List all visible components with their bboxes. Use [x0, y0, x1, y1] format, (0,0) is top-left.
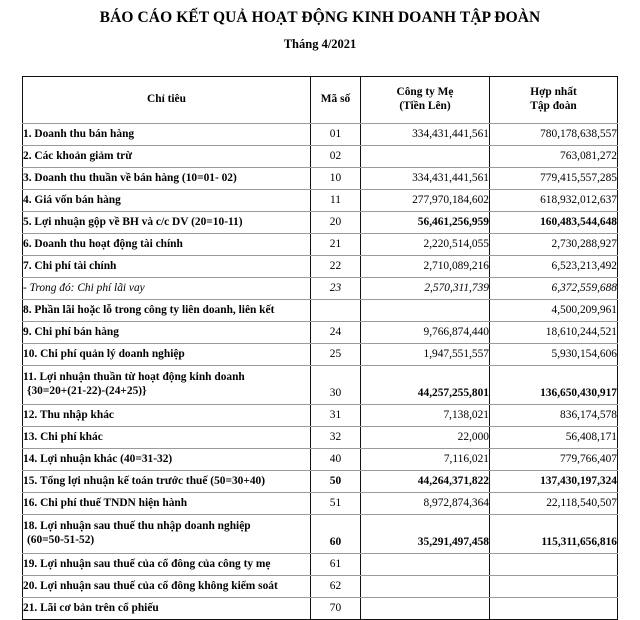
row-code: 20	[311, 212, 361, 234]
table-header	[23, 77, 618, 124]
row-value-consolidated-group: 115,311,656,816	[490, 515, 618, 554]
row-indicator-label: - Trong đó: Chi phí lãi vay	[23, 278, 311, 300]
row-indicator-label: 15. Tổng lợi nhuận kế toán trước thuế (50=30+40)	[23, 471, 311, 493]
row-indicator-label: 7. Chi phí tài chính	[23, 256, 311, 278]
row-value-consolidated-group: 18,610,244,521	[490, 322, 618, 344]
column-header-parent-line1: Công ty Mẹ	[396, 86, 454, 99]
table-row	[23, 449, 618, 471]
table-row	[23, 344, 618, 366]
row-value-parent-company: 2,220,514,055	[361, 234, 490, 256]
row-value-parent-company: 44,264,371,822	[361, 471, 490, 493]
table-row	[23, 278, 618, 300]
row-value-parent-company: 7,116,021	[361, 449, 490, 471]
row-value-parent-company: 9,766,874,440	[361, 322, 490, 344]
row-indicator-label: 20. Lợi nhuận sau thuế của cổ đông không kiểm soát	[23, 576, 311, 598]
row-value-parent-company	[361, 598, 490, 620]
table-row	[23, 576, 618, 598]
column-header-group-line2: Tập đoàn	[530, 100, 577, 112]
row-code: 23	[311, 278, 361, 300]
row-label-line1: 18. Lợi nhuận sau thuế thu nhập doanh nghiệp	[23, 520, 251, 533]
row-value-consolidated-group	[490, 576, 618, 598]
row-value-consolidated-group: 4,500,209,961	[490, 300, 618, 322]
row-value-consolidated-group: 6,523,213,492	[490, 256, 618, 278]
row-value-consolidated-group	[490, 554, 618, 576]
row-indicator-label: 14. Lợi nhuận khác (40=31-32)	[23, 449, 311, 471]
row-value-consolidated-group: 56,408,171	[490, 427, 618, 449]
row-value-parent-company	[361, 576, 490, 598]
row-value-parent-company: 8,972,874,364	[361, 493, 490, 515]
row-label-line2: {30=20+(21-22)-(24+25)}	[27, 385, 147, 397]
row-indicator-label: 16. Chi phí thuế TNDN hiện hành	[23, 493, 311, 515]
income-statement-table-wrapper	[22, 76, 617, 620]
row-indicator-label: 6. Doanh thu hoạt động tài chính	[23, 234, 311, 256]
column-header-parent-line2: (Tiền Lên)	[399, 100, 451, 112]
row-value-consolidated-group: 836,174,578	[490, 405, 618, 427]
table-row	[23, 554, 618, 576]
row-value-consolidated-group	[490, 598, 618, 620]
column-header-parent-company	[361, 77, 490, 124]
row-value-consolidated-group: 136,650,430,917	[490, 366, 618, 405]
row-code: 02	[311, 146, 361, 168]
row-indicator-label: 21. Lãi cơ bản trên cổ phiếu	[23, 598, 311, 620]
row-indicator-label: 13. Chi phí khác	[23, 427, 311, 449]
row-value-consolidated-group: 5,930,154,606	[490, 344, 618, 366]
row-value-parent-company: 277,970,184,602	[361, 190, 490, 212]
column-header-group-line1: Hợp nhất	[530, 86, 577, 99]
table-row	[23, 168, 618, 190]
page-title: BÁO CÁO KẾT QUẢ HOẠT ĐỘNG KINH DOANH TẬP ĐOÀN	[99, 9, 541, 26]
row-value-parent-company: 2,570,311,739	[361, 278, 490, 300]
column-header-indicator: Chỉ tiêu	[23, 77, 311, 124]
row-code: 62	[311, 576, 361, 598]
table-body	[23, 124, 618, 620]
row-code: 25	[311, 344, 361, 366]
report-period-subtitle: Tháng 4/2021	[283, 36, 357, 51]
table-row	[23, 190, 618, 212]
row-value-consolidated-group: 6,372,559,688	[490, 278, 618, 300]
row-value-parent-company: 1,947,551,557	[361, 344, 490, 366]
row-value-parent-company: 56,461,256,959	[361, 212, 490, 234]
row-indicator-label: 1. Doanh thu bán hàng	[23, 124, 311, 146]
row-indicator-label: 2. Các khoản giảm trừ	[23, 146, 311, 168]
row-label-line1: 11. Lợi nhuận thuần từ hoạt động kinh doanh	[23, 371, 245, 384]
row-code: 60	[311, 515, 361, 554]
table-row	[23, 427, 618, 449]
row-indicator-label: 4. Giá vốn bán hàng	[23, 190, 311, 212]
row-value-parent-company: 334,431,441,561	[361, 124, 490, 146]
row-code: 22	[311, 256, 361, 278]
row-code: 51	[311, 493, 361, 515]
row-code: 11	[311, 190, 361, 212]
row-indicator-label: 19. Lợi nhuận sau thuế của cổ đông của công ty mẹ	[23, 554, 311, 576]
row-code: 10	[311, 168, 361, 190]
table-row	[23, 322, 618, 344]
row-code: 40	[311, 449, 361, 471]
row-value-parent-company	[361, 146, 490, 168]
table-row	[23, 146, 618, 168]
column-header-consolidated-group	[490, 77, 618, 124]
row-value-consolidated-group: 780,178,638,557	[490, 124, 618, 146]
row-value-consolidated-group: 779,415,557,285	[490, 168, 618, 190]
table-row	[23, 515, 618, 554]
row-value-consolidated-group: 160,483,544,648	[490, 212, 618, 234]
row-indicator-label	[23, 515, 311, 554]
row-code: 01	[311, 124, 361, 146]
row-indicator-label: 5. Lợi nhuận gộp về BH và c/c DV (20=10-11)	[23, 212, 311, 234]
row-code: 31	[311, 405, 361, 427]
table-row	[23, 366, 618, 405]
table-row	[23, 124, 618, 146]
row-value-consolidated-group: 779,766,407	[490, 449, 618, 471]
table-row	[23, 234, 618, 256]
row-value-parent-company: 35,291,497,458	[361, 515, 490, 554]
row-code: 21	[311, 234, 361, 256]
column-header-code: Mã số	[311, 77, 361, 124]
row-value-parent-company	[361, 300, 490, 322]
row-code: 32	[311, 427, 361, 449]
row-code: 50	[311, 471, 361, 493]
row-value-parent-company: 44,257,255,801	[361, 366, 490, 405]
table-header-row	[23, 77, 618, 124]
table-row	[23, 212, 618, 234]
income-statement-table	[22, 76, 618, 620]
row-value-consolidated-group: 618,932,012,637	[490, 190, 618, 212]
row-indicator-label: 9. Chi phí bán hàng	[23, 322, 311, 344]
row-value-consolidated-group: 2,730,288,927	[490, 234, 618, 256]
row-value-consolidated-group: 22,118,540,507	[490, 493, 618, 515]
row-value-parent-company: 334,431,441,561	[361, 168, 490, 190]
row-indicator-label: 10. Chi phí quản lý doanh nghiệp	[23, 344, 311, 366]
row-value-consolidated-group: 763,081,272	[490, 146, 618, 168]
row-label-line2: (60=50-51-52)	[27, 534, 95, 546]
row-value-parent-company: 2,710,089,216	[361, 256, 490, 278]
row-indicator-label	[23, 366, 311, 405]
table-row	[23, 471, 618, 493]
row-indicator-label: 3. Doanh thu thuần về bán hàng (10=01- 02)	[23, 168, 311, 190]
row-code: 61	[311, 554, 361, 576]
table-row	[23, 493, 618, 515]
row-indicator-label: 12. Thu nhập khác	[23, 405, 311, 427]
row-value-parent-company: 22,000	[361, 427, 490, 449]
table-row	[23, 598, 618, 620]
table-row	[23, 300, 618, 322]
report-page	[0, 9, 640, 617]
row-value-parent-company	[361, 554, 490, 576]
row-code	[311, 300, 361, 322]
row-code: 70	[311, 598, 361, 620]
row-indicator-label: 8. Phần lãi hoặc lỗ trong công ty liên doanh, liên kết	[23, 300, 311, 322]
row-value-consolidated-group: 137,430,197,324	[490, 471, 618, 493]
row-code: 24	[311, 322, 361, 344]
row-value-parent-company: 7,138,021	[361, 405, 490, 427]
table-row	[23, 405, 618, 427]
row-code: 30	[311, 366, 361, 405]
table-row	[23, 256, 618, 278]
